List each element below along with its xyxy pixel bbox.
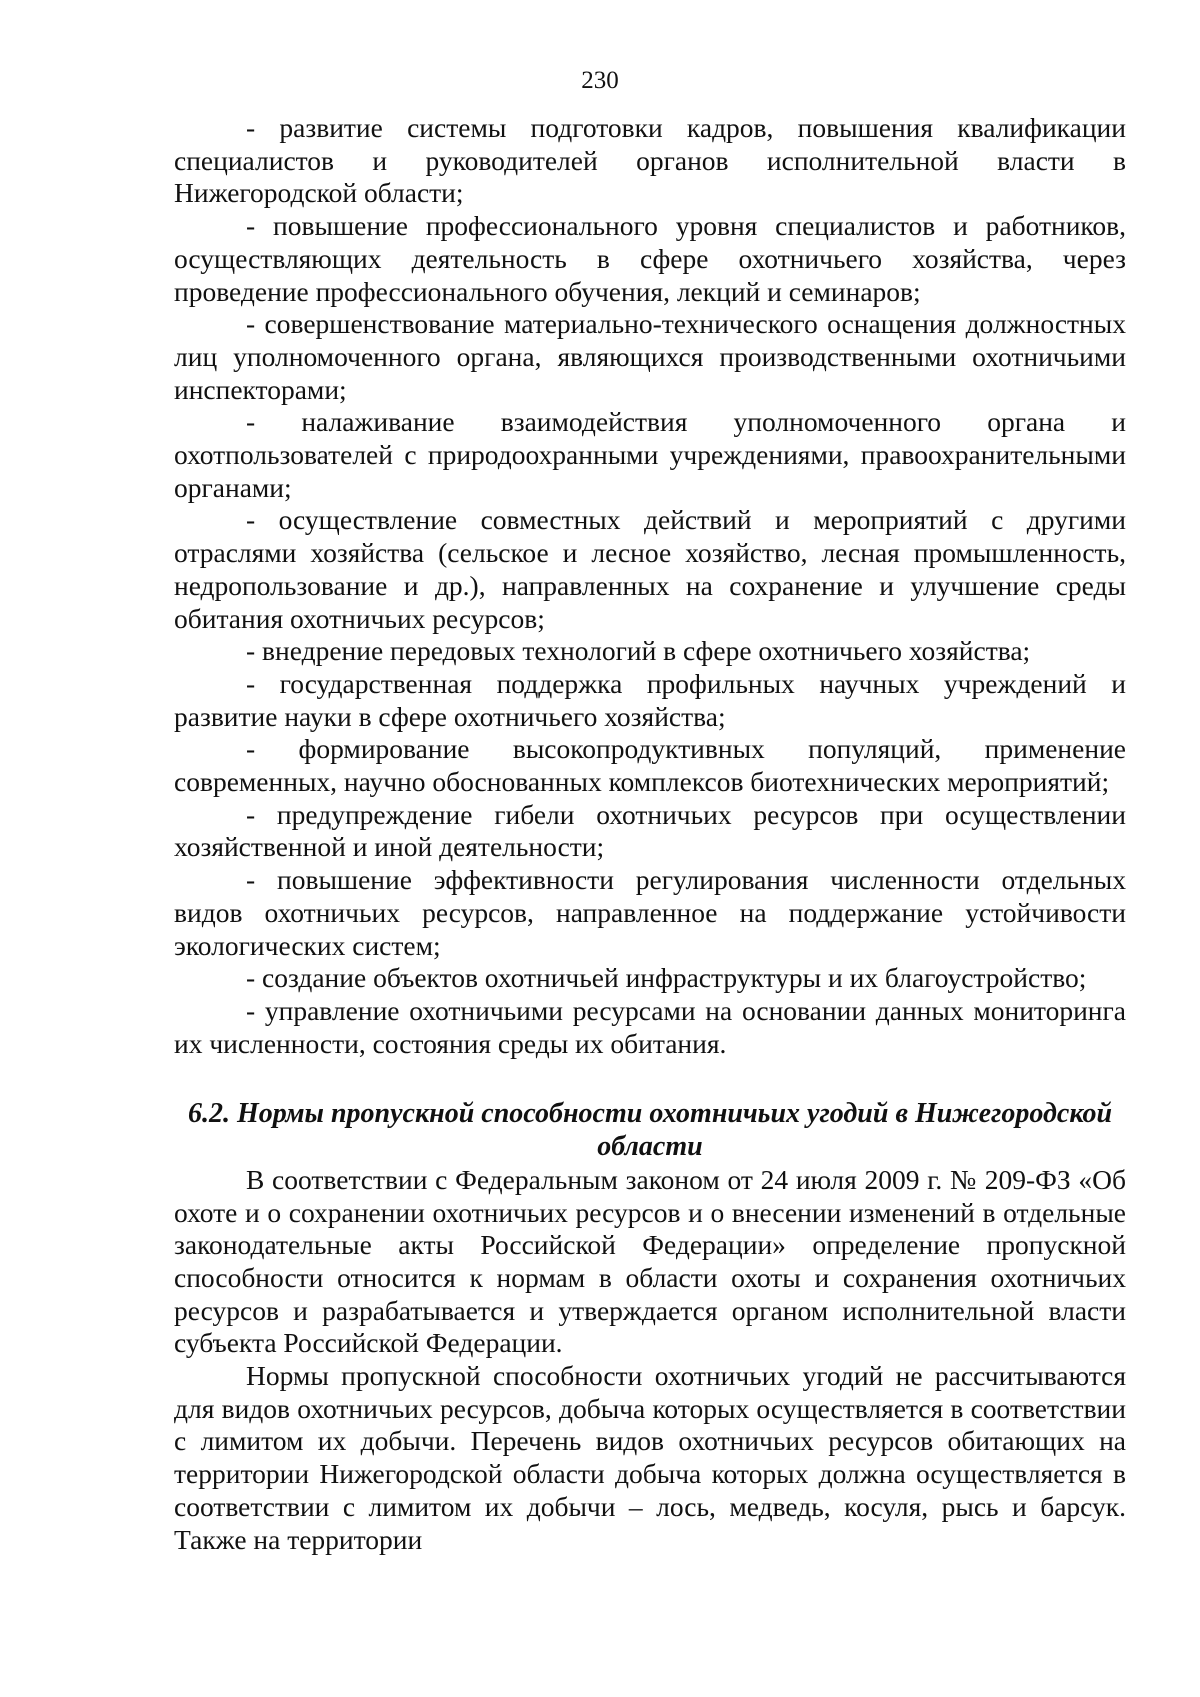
section-heading: 6.2. Нормы пропускной способности охотничьих угодий в Нижегородской области [187, 1098, 1113, 1163]
page-content [174, 112, 1126, 1556]
list-item: - повышение профессионального уровня специалистов и работников, осуществляющих деятельность в сфере охотничьего хозяйства, через проведение профессионального обучения, лекций и семинаров; [174, 210, 1126, 307]
list-item: - государственная поддержка профильных научных учреждений и развитие науки в сфере охотничьего хозяйства; [174, 667, 1126, 732]
list-item: - внедрение передовых технологий в сфере охотничьего хозяйства; [246, 635, 1031, 667]
section-paragraph: В соответствии с Федеральным законом от 24 июля 2009 г. № 209-ФЗ «Об охоте и о сохранении охотничьих ресурсов и о внесении изменений в отдельные законодательные акты Российской Федерации» определение пропускной способности относится к нормам в области охоты и сохранения охотничьих ресурсов и разрабатывается и утверждается органом исполнительной власти субъекта Российской Федерации. [174, 1163, 1126, 1359]
section-paragraph: Нормы пропускной способности охотничьих угодий не рассчитываются для видов охотничьих ресурсов, добыча которых осуществляется в соответствии с лимитом их добычи. Перечень видов охотничьих ресурсов обитающих на территории Нижегородской области добыча которых должна осуществляется в соответствии с лимитом их добычи – лось, медведь, косуля, рысь и барсук. Также на территории [174, 1360, 1126, 1555]
page-number: 230 [581, 67, 619, 94]
list-item: - совершенствование материально-технического оснащения должностных лиц уполномоченного органа, являющихся производственными охотничьими инспекторами; [174, 308, 1126, 405]
list-item: - формирование высокопродуктивных популяций, применение современных, научно обоснованных комплексов биотехнических мероприятий; [174, 733, 1126, 798]
list-item: - предупреждение гибели охотничьих ресурсов при осуществлении хозяйственной и иной деятельности; [174, 798, 1126, 863]
list-item: - осуществление совместных действий и мероприятий с другими отраслями хозяйства (сельское и лесное хозяйство, лесная промышленность, недропользование и др.), направленных на сохранение и улучшение среды обитания охотничьих ресурсов; [174, 504, 1126, 634]
list-item: - развитие системы подготовки кадров, повышения квалификации специалистов и руководителей органов исполнительной власти в Нижегородской области; [174, 112, 1126, 209]
list-item: - повышение эффективности регулирования численности отдельных видов охотничьих ресурсов, направленное на поддержание устойчивости экологических систем; [174, 864, 1126, 961]
list-item: - создание объектов охотничьей инфраструктуры и их благоустройство; [246, 962, 1087, 994]
list-item: - налаживание взаимодействия уполномоченного органа и охотпользователей с природоохранными учреждениями, правоохранительными органами; [174, 406, 1126, 503]
list-item: - управление охотничьими ресурсами на основании данных мониторинга их численности, состояния среды их обитания. [174, 994, 1126, 1059]
